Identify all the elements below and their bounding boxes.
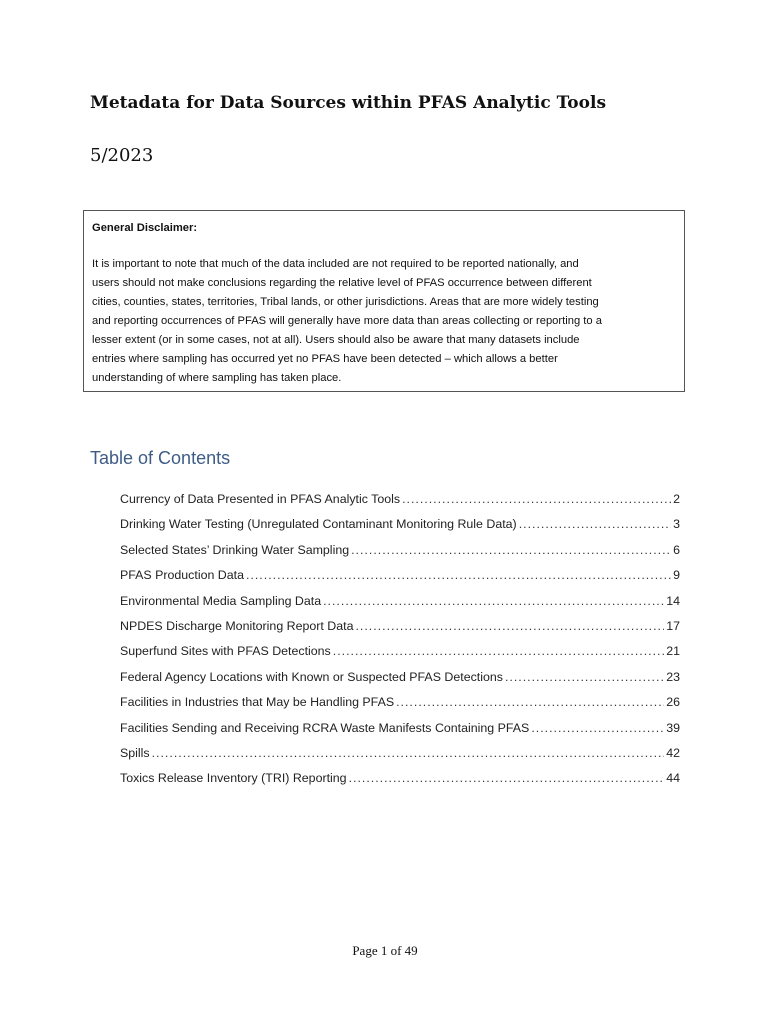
toc-dot-leader <box>152 746 665 760</box>
toc-entry[interactable] <box>120 670 680 695</box>
disclaimer-line: entries where sampling has occurred yet no PFAS have been detected – which allows a better <box>92 353 558 365</box>
document-date: 5/2023 <box>90 145 154 166</box>
toc-entry-label[interactable]: NPDES Discharge Monitoring Report Data <box>120 618 354 633</box>
toc-entry-page[interactable]: 44 <box>666 771 680 786</box>
toc-entry-label[interactable]: Environmental Media Sampling Data <box>120 593 322 608</box>
toc-entry[interactable] <box>120 695 680 720</box>
toc-dot-leader <box>351 543 671 557</box>
toc-entry-label[interactable]: Toxics Release Inventory (TRI) Reporting <box>120 771 347 786</box>
toc-entry[interactable] <box>120 517 680 542</box>
toc-entry-label[interactable]: Superfund Sites with PFAS Detections <box>120 644 331 659</box>
toc-dot-leader <box>402 492 671 506</box>
toc-entry[interactable] <box>120 746 680 771</box>
toc-entry-label[interactable]: Facilities Sending and Receiving RCRA Waste Manifests Containing PFAS <box>120 720 530 735</box>
toc-entry-page[interactable]: 23 <box>666 669 680 684</box>
toc-entry[interactable] <box>120 771 680 796</box>
toc-entry-page[interactable]: 42 <box>666 745 680 760</box>
toc-dot-leader <box>349 771 665 785</box>
toc-entry-label[interactable]: Drinking Water Testing (Unregulated Contaminant Monitoring Rule Data) <box>120 517 517 532</box>
toc-dot-leader <box>531 721 664 735</box>
toc-entry-label[interactable]: Selected States’ Drinking Water Sampling <box>120 542 350 557</box>
document-title: Metadata for Data Sources within PFAS Analytic Tools <box>90 93 607 113</box>
toc-entry-label[interactable]: Spills <box>120 745 150 760</box>
toc-entry-label[interactable]: Facilities in Industries that May be Handling PFAS <box>120 695 395 710</box>
toc-entry[interactable] <box>120 594 680 619</box>
toc-entry-page[interactable]: 26 <box>666 695 680 710</box>
toc-entry-label[interactable]: Currency of Data Presented in PFAS Analytic Tools <box>120 492 401 506</box>
disclaimer-line: understanding of where sampling has taken place. <box>92 372 342 384</box>
toc-heading: Table of Contents <box>90 448 231 468</box>
toc-entry-page[interactable]: 9 <box>673 568 680 583</box>
toc-dot-leader <box>333 644 664 658</box>
disclaimer-line: lesser extent (or in some cases, not at all). Users should also be aware that many datasets include <box>92 334 580 346</box>
disclaimer-box <box>83 210 685 392</box>
toc-entry-page[interactable]: 6 <box>673 542 680 557</box>
toc-entry-label[interactable]: PFAS Production Data <box>120 568 244 583</box>
toc-dot-leader <box>505 670 664 684</box>
toc-entry[interactable] <box>120 568 680 593</box>
disclaimer-body <box>92 255 680 388</box>
page-number-footer: Page 1 of 49 <box>352 943 418 958</box>
toc-dot-leader <box>519 517 671 531</box>
toc-entry[interactable] <box>120 543 680 568</box>
toc-entry-page[interactable]: 3 <box>673 517 680 532</box>
toc-entry-page[interactable]: 2 <box>673 492 680 506</box>
disclaimer-line: It is important to note that much of the data included are not required to be reported nationally, and <box>92 258 579 270</box>
toc-entry-label[interactable]: Federal Agency Locations with Known or Suspected PFAS Detections <box>120 669 503 684</box>
toc-entry-page[interactable]: 17 <box>666 618 680 633</box>
disclaimer-line: and reporting occurrences of PFAS will generally have more data than areas collecting or reporting to a <box>92 315 602 327</box>
toc-entry-page[interactable]: 39 <box>666 720 680 735</box>
toc-entry[interactable] <box>120 619 680 644</box>
toc-entry[interactable] <box>120 644 680 669</box>
toc-entry[interactable] <box>120 721 680 746</box>
disclaimer-line: users should not make conclusions regarding the relative level of PFAS occurrence between different <box>92 277 592 289</box>
toc-dot-leader <box>396 695 664 709</box>
toc-entry[interactable] <box>120 492 680 517</box>
disclaimer-heading: General Disclaimer: <box>92 222 198 234</box>
toc-dot-leader <box>323 594 664 608</box>
toc-entry-page[interactable]: 21 <box>666 644 680 659</box>
toc-dot-leader <box>355 619 664 633</box>
toc-entry-page[interactable]: 14 <box>666 593 680 608</box>
table-of-contents <box>120 492 680 797</box>
toc-dot-leader <box>246 568 671 582</box>
disclaimer-line: cities, counties, states, territories, Tribal lands, or other jurisdictions. Areas that are more widely testing <box>92 296 599 308</box>
